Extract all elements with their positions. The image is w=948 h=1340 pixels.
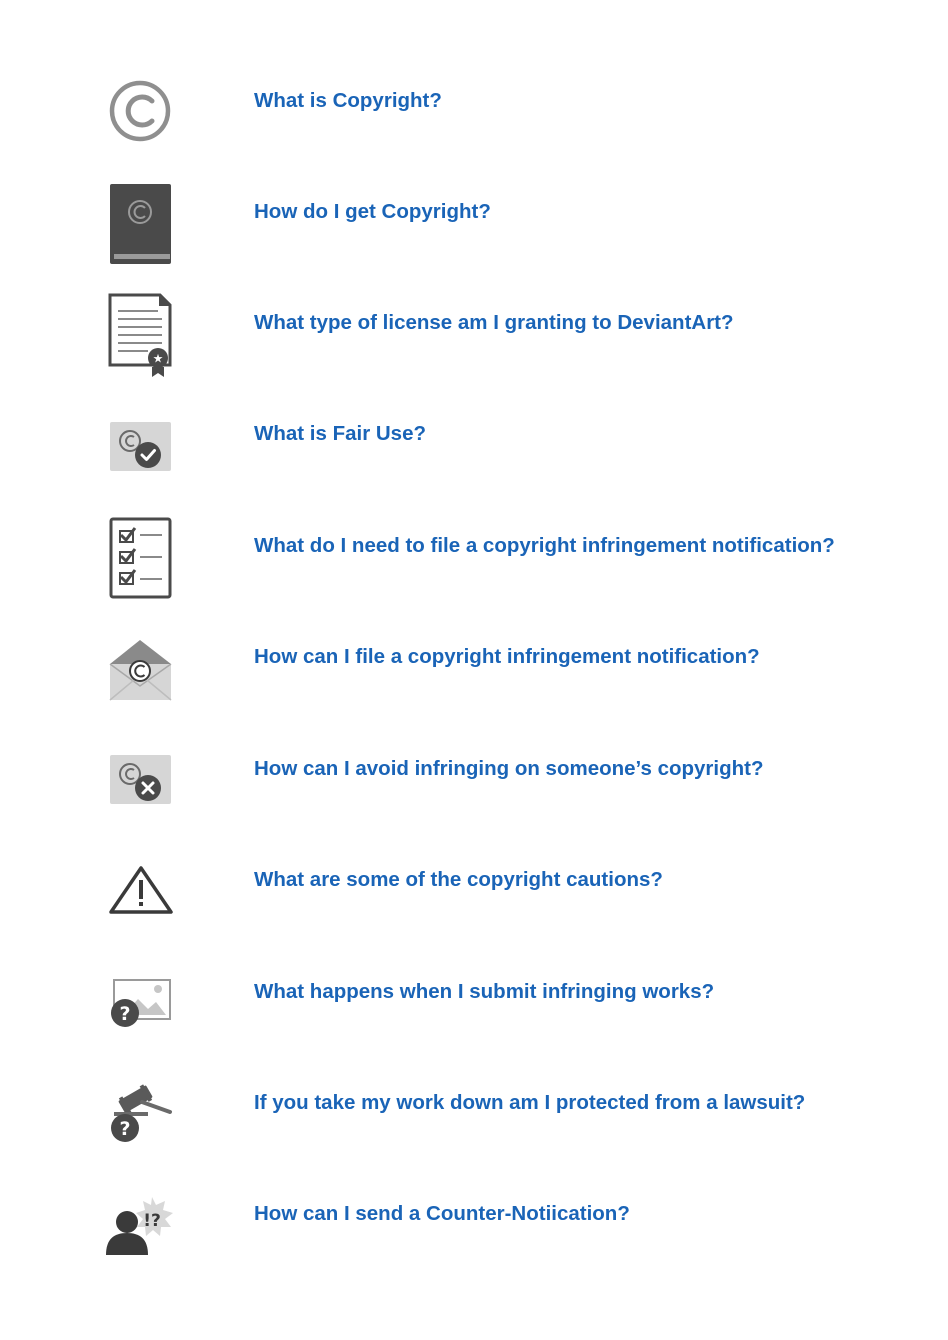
copyright-circle-icon	[100, 67, 184, 157]
svg-text:!?: !?	[143, 1211, 161, 1231]
faq-item-license	[0, 289, 948, 400]
svg-text:?: ?	[119, 1003, 131, 1025]
faq-link-counter-notification[interactable]: How can I send a Counter-Notiication?	[254, 1202, 630, 1225]
faq-link-what-is-copyright[interactable]: What is Copyright?	[254, 89, 442, 112]
faq-item-avoid	[0, 733, 948, 844]
faq-link-infringing-works[interactable]: What happens when I submit infringing works?	[254, 980, 715, 1003]
faq-item-fair-use	[0, 400, 948, 511]
copyright-cross-icon	[100, 733, 184, 823]
copyright-book-icon	[100, 178, 184, 268]
faq-link-file-how[interactable]: How can I file a copyright infringement notification?	[254, 645, 760, 668]
faq-item-counter-notification	[0, 1177, 948, 1288]
license-certificate-icon	[100, 289, 184, 379]
faq-link-file-needs[interactable]: What do I need to file a copyright infringement notification?	[254, 534, 835, 557]
svg-text:?: ?	[119, 1118, 131, 1140]
faq-link-avoid[interactable]: How can I avoid infringing on someone’s copyright?	[254, 757, 764, 780]
faq-link-how-get-copyright[interactable]: How do I get Copyright?	[254, 200, 491, 223]
faq-item-how-get-copyright	[0, 178, 948, 289]
faq-item-cautions	[0, 844, 948, 955]
svg-text:★: ★	[152, 351, 164, 366]
faq-item-file-needs	[0, 511, 948, 622]
faq-item-infringing-works	[0, 955, 948, 1066]
faq-link-fair-use[interactable]: What is Fair Use?	[254, 422, 427, 445]
faq-item-lawsuit	[0, 1066, 948, 1177]
faq-link-cautions[interactable]: What are some of the copyright cautions?	[254, 868, 663, 891]
faq-link-lawsuit[interactable]: If you take my work down am I protected from a lawsuit?	[254, 1091, 806, 1114]
user-exclamation-icon	[100, 1177, 184, 1267]
faq-item-file-how	[0, 622, 948, 733]
copyright-check-icon	[100, 400, 184, 490]
image-question-icon	[100, 955, 184, 1045]
warning-triangle-icon	[100, 844, 184, 934]
faq-item-what-is-copyright	[0, 67, 948, 178]
checklist-icon	[100, 511, 184, 601]
faq-link-license[interactable]: What type of license am I granting to DeviantArt?	[254, 311, 734, 334]
gavel-question-icon	[100, 1066, 184, 1156]
copyright-envelope-icon	[100, 622, 184, 712]
